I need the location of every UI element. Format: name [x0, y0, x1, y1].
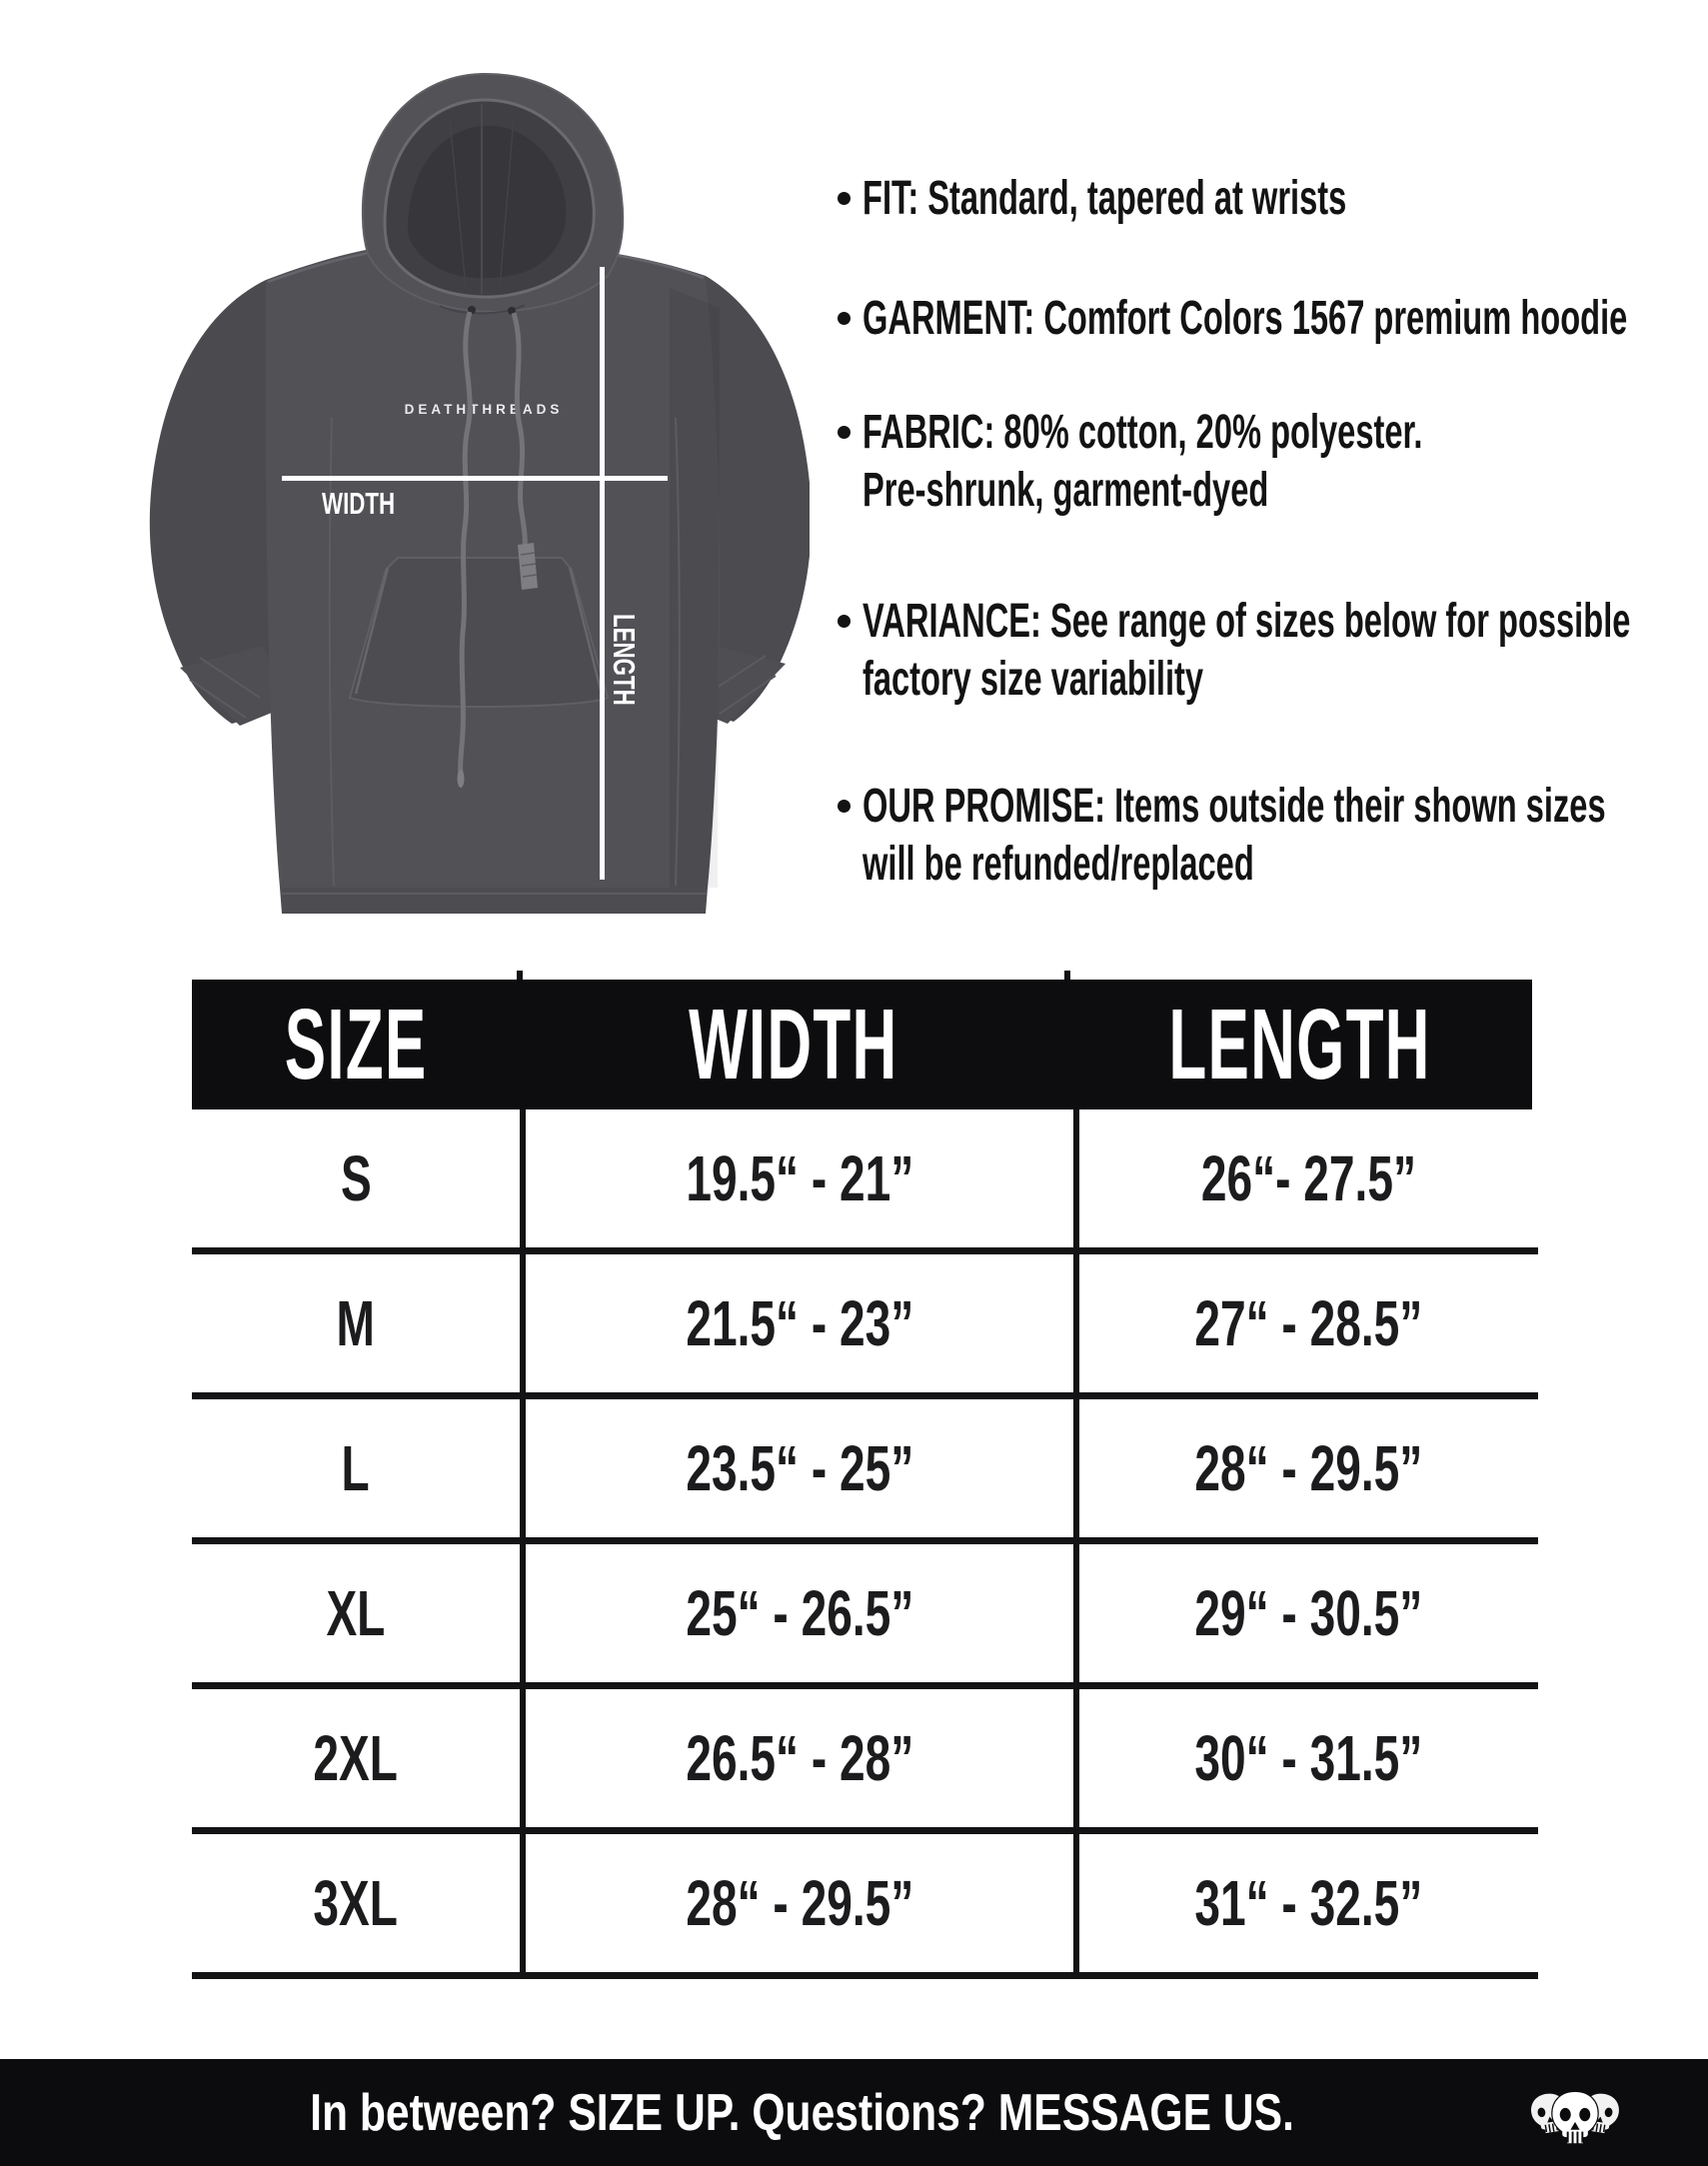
- cell-length: 30“ - 31.5”: [1076, 1686, 1538, 1831]
- cell-width: 19.5“ - 21”: [523, 1109, 1076, 1251]
- cell-width: 21.5“ - 23”: [523, 1251, 1076, 1396]
- bullet-variance-line1: VARIANCE: See range of sizes below for possible: [862, 595, 1631, 648]
- bullet-dot-icon: [838, 192, 851, 205]
- bullet-promise-line1: OUR PROMISE: Items outside their shown sizes: [862, 780, 1606, 833]
- table-row-s: [192, 1109, 1538, 1251]
- header-cell-length: LENGTH: [1168, 988, 1431, 1100]
- cell-length: 26“- 27.5”: [1076, 1109, 1538, 1251]
- footer-message: In between? SIZE UP. Questions? MESSAGE US.: [310, 2083, 1294, 2142]
- bullet-promise: [838, 778, 1708, 894]
- cell-length: 28“ - 29.5”: [1076, 1396, 1538, 1541]
- cell-width: 23.5“ - 25”: [523, 1396, 1076, 1541]
- bullet-variance: [838, 593, 1708, 709]
- width-measure-label: WIDTH: [322, 486, 396, 521]
- bullet-dot-icon: [838, 426, 851, 439]
- cell-width: 26.5“ - 28”: [523, 1686, 1076, 1831]
- length-measure-label: LENGTH: [607, 614, 642, 706]
- table-row-xl: [192, 1541, 1538, 1686]
- bullet-garment-line1: GARMENT: Comfort Colors 1567 premium hoodie: [862, 292, 1628, 345]
- bullet-garment: [838, 290, 1708, 348]
- table-row-2xl: [192, 1686, 1538, 1831]
- hoodie-photo: [110, 58, 810, 918]
- bullet-variance-line2: factory size variability: [862, 653, 1204, 706]
- cell-size: XL: [192, 1541, 523, 1686]
- cell-size: 3XL: [192, 1831, 523, 1976]
- cell-length: 29“ - 30.5”: [1076, 1541, 1538, 1686]
- size-table-body: [192, 1109, 1538, 1979]
- bullet-fit: [838, 170, 1574, 228]
- header-cell-width: WIDTH: [689, 988, 898, 1100]
- cell-size: S: [192, 1109, 523, 1251]
- cell-size: L: [192, 1396, 523, 1541]
- cell-width: 25“ - 26.5”: [523, 1541, 1076, 1686]
- three-skulls-icon: [1525, 2081, 1625, 2157]
- cell-size: 2XL: [192, 1686, 523, 1831]
- footer-bar: [0, 2059, 1708, 2166]
- table-row-m: [192, 1251, 1538, 1396]
- bullet-fit-line1: FIT: Standard, tapered at wrists: [862, 172, 1347, 225]
- bullet-fabric-line1: FABRIC: 80% cotton, 20% polyester.: [862, 406, 1423, 459]
- bullet-dot-icon: [838, 615, 851, 628]
- cell-length: 31“ - 32.5”: [1076, 1831, 1538, 1976]
- bullet-promise-line2: will be refunded/replaced: [862, 838, 1254, 891]
- chest-logo-text: DEATHTHREADS: [404, 402, 564, 417]
- bullet-dot-icon: [838, 312, 851, 325]
- bullet-fabric: [838, 404, 1686, 520]
- bullet-fabric-line2: Pre-shrunk, garment-dyed: [862, 464, 1269, 517]
- table-row-3xl: [192, 1831, 1538, 1976]
- bullet-dot-icon: [838, 800, 851, 813]
- cell-size: M: [192, 1251, 523, 1396]
- length-measure-line: [600, 267, 605, 880]
- size-table-header: [192, 980, 1532, 1109]
- cell-length: 27“ - 28.5”: [1076, 1251, 1538, 1396]
- header-cell-size: SIZE: [284, 988, 428, 1100]
- width-measure-line: [282, 476, 668, 481]
- hoodie-illustration: [110, 58, 810, 918]
- table-row-l: [192, 1396, 1538, 1541]
- cell-width: 28“ - 29.5”: [523, 1831, 1076, 1976]
